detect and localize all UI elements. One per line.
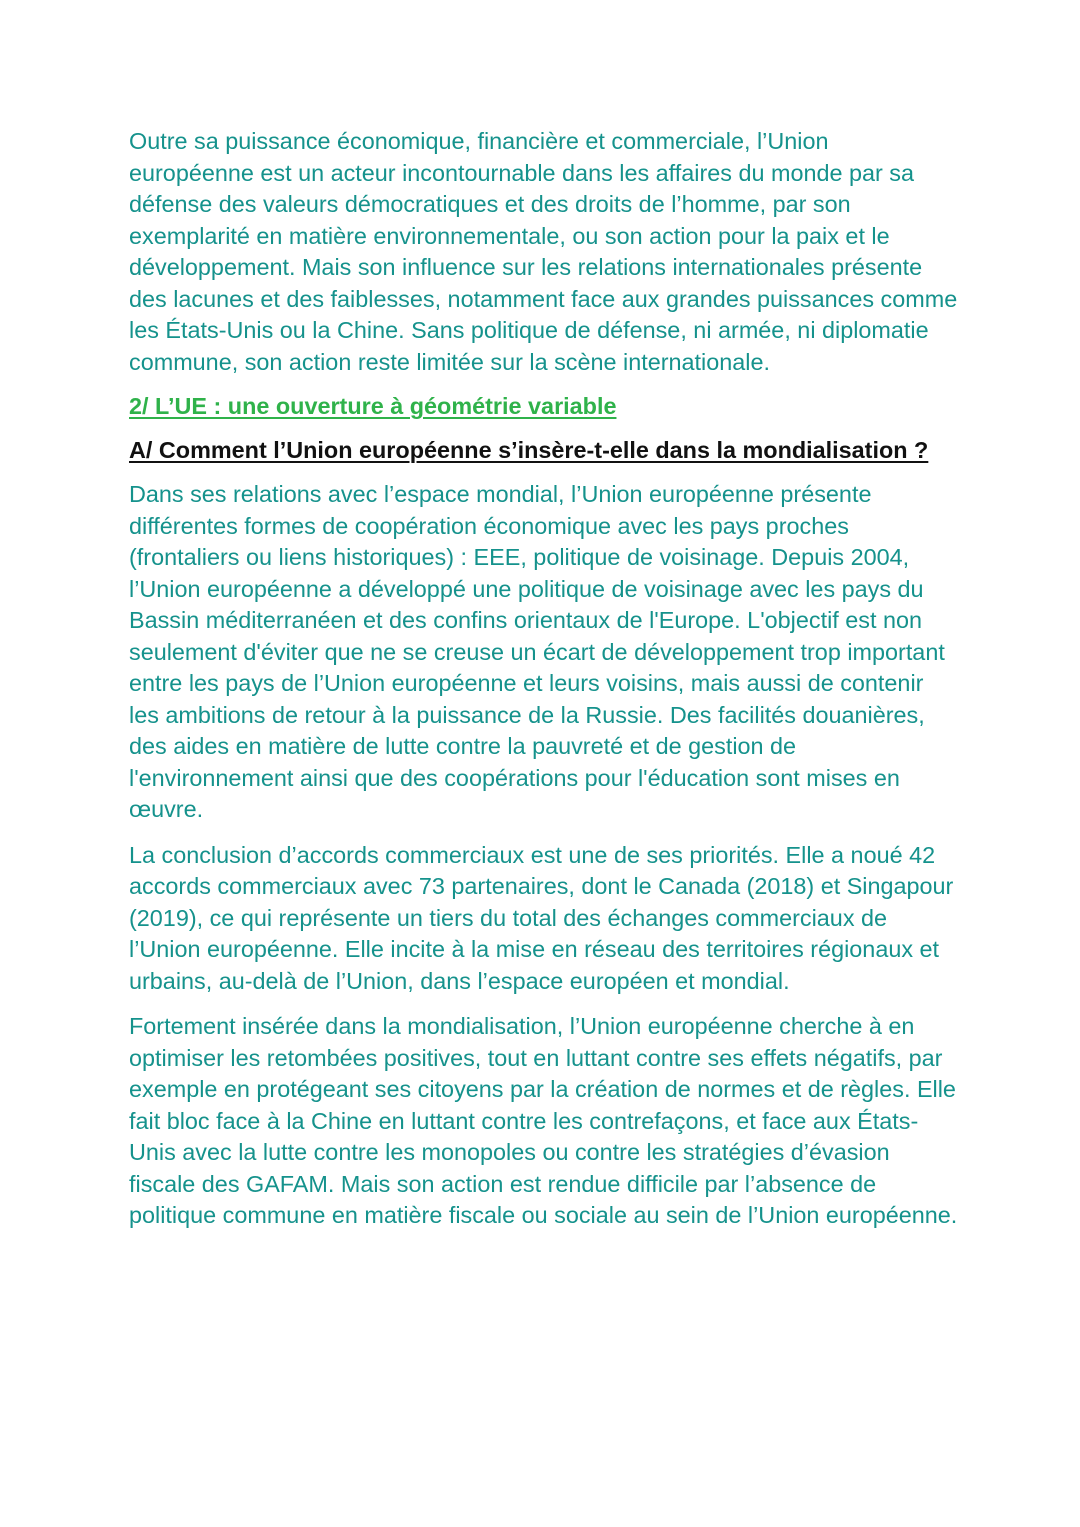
document-page xyxy=(129,126,959,1246)
section-heading: 2/ L’UE : une ouverture à géométrie variable xyxy=(129,393,617,419)
body-paragraph-globalisation: Fortement insérée dans la mondialisation, l’Union européenne cherche à en optimiser les retombées positives, tout en luttant contre ses effets négatifs, par exemple en protégeant ses citoyens par la création de normes et de règles. Elle fait bloc face à la Chine en luttant contre les contrefaçons, et face aux États-Unis avec la lutte contre les monopoles ou contre les stratégies d’évasion fiscale des GAFAM. Mais son action est rendue difficile par l’absence de politique commune en matière fiscale ou sociale au sein de l’Union européenne. xyxy=(129,1013,958,1228)
subsection-heading: A/ Comment l’Union européenne s’insère-t-elle dans la mondialisation ? xyxy=(129,436,929,463)
body-paragraph-neighbourhood: Dans ses relations avec l’espace mondial, l’Union européenne présente différentes formes de coopération économique avec les pays proches (frontaliers ou liens historiques) : EEE, politique de voisinage. Depuis 2004, l’Union européenne a développé une politique de voisinage avec les pays du Bassin méditerranéen et des confins orientaux de l'Europe. L'objectif est non seulement d'éviter que ne se creuse un écart de développement trop important entre les pays de l’Union européenne et leurs voisins, mais aussi de contenir les ambitions de retour à la puissance de la Russie. Des facilités douanières, des aides en matière de lutte contre la pauvreté et de gestion de l'environnement ainsi que des coopérations pour l'éducation sont mises en œuvre. xyxy=(129,481,945,822)
body-paragraph-trade-agreements: La conclusion d’accords commerciaux est une de ses priorités. Elle a noué 42 accords commerciaux avec 73 partenaires, dont le Canada (2018) et Singapour (2019), ce qui représente un tiers du total des échanges commerciaux de l’Union européenne. Elle incite à la mise en réseau des territoires régionaux et urbains, au-delà de l’Union, dans l’espace européen et mondial. xyxy=(129,841,954,994)
intro-paragraph: Outre sa puissance économique, financière et commerciale, l’Union européenne est un acteur incontournable dans les affaires du monde par sa défense des valeurs démocratiques et des droits de l’homme, par son exemplarité en matière environnementale, ou son action pour la paix et le développement. Mais son influence sur les relations internationales présente des lacunes et des faiblesses, notamment face aux grandes puissances comme les États-Unis ou la Chine. Sans politique de défense, ni armée, ni diplomatie commune, son action reste limitée sur la scène internationale. xyxy=(129,128,958,375)
